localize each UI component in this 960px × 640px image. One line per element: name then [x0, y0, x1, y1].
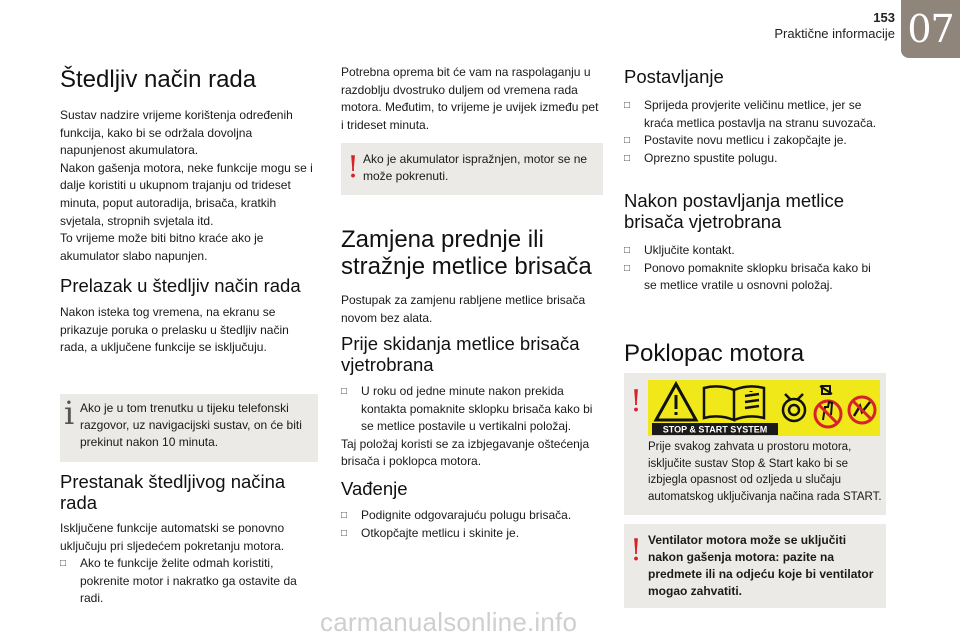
stop-start-pictogram-banner	[648, 380, 880, 436]
saving-para-3: To vrijeme može biti bitno kraće ako je akumulator slabo napunjen.	[60, 231, 264, 263]
removal-bullet-1: Podignite odgovarajuću polugu brisača.	[361, 508, 572, 522]
heading-ending-saving: Prestanak štedljivog načina rada	[60, 471, 286, 513]
after-install-section	[624, 190, 886, 295]
before-removal-section	[341, 333, 603, 471]
bullet-marker-icon: □	[624, 135, 631, 147]
install-section	[624, 66, 886, 167]
wiper-para: Postupak za zamjenu rabljene metlice brisača novom bez alata.	[341, 293, 586, 325]
before-bullet-text: U roku od jedne minute nakon prekida kontakta pomaknite sklopku brisača kako bi se metlice postavile u vertikalni položaj.	[361, 384, 593, 434]
before-para: Taj položaj koristi se za izbjegavanje oštećenja brisača i poklopca motora.	[341, 436, 590, 469]
list-item	[624, 97, 886, 132]
warning-exclamation-icon: !	[347, 150, 360, 185]
heading-bonnet: Poklopac motora	[624, 340, 805, 367]
warning-box-battery-text: Ako je akumulator ispražnjen, motor se ne može pokrenuti.	[363, 152, 588, 183]
section-title: Praktične informacije	[774, 26, 895, 41]
heading-before-removal: Prije skidanja metlice brisača vjetrobrana	[341, 333, 580, 375]
bullet-marker-icon: □	[341, 527, 348, 539]
saving-mode-section	[60, 66, 318, 265]
bullet-marker-icon: □	[624, 152, 631, 164]
removal-section	[341, 478, 603, 542]
bullet-marker-icon: □	[341, 386, 348, 397]
after-bullet-2: Ponovo pomaknite sklopku brisača kako bi se metlice vratile u osnovni položaj.	[644, 260, 871, 293]
wiper-section	[341, 226, 603, 327]
heading-wiper-replacement: Zamjena prednje ili stražnje metlice brisača	[341, 226, 592, 280]
saving-para-2: Nakon gašenja motora, neke funkcije mogu se i dalje koristiti u ukupnom trajanju od trideset minuta, poput autoradija, brisača, kratkih svjetala, stropnih svjetala itd.	[60, 160, 313, 228]
warning-box-battery	[341, 143, 603, 195]
bullet-marker-icon: □	[60, 558, 67, 570]
bonnet-section	[624, 340, 886, 367]
bullet-marker-icon: □	[341, 510, 348, 521]
heading-entering-saving: Prelazak u štedljiv način rada	[60, 275, 301, 296]
fan-belt-icon	[783, 394, 805, 421]
list-item	[341, 525, 603, 543]
heading-saving-mode: Štedljiv način rada	[60, 66, 257, 93]
bullet-marker-icon: □	[624, 245, 631, 256]
saving-para-1: Sustav nadzire vrijeme korištenja određenih funkcija, kako bi se održala dovoljna napunjenost akumulatora.	[60, 108, 293, 158]
no-hands-icon	[815, 386, 841, 427]
warning-exclamation-icon: !	[630, 384, 643, 419]
list-item	[624, 150, 886, 168]
chapter-tab: 07	[901, 0, 960, 58]
info-icon: i	[64, 394, 75, 432]
ending-saving-section	[60, 471, 318, 608]
install-bullet-1: Sprijeda provjerite veličinu metlice, jer se kraća metlica postavlja na stranu suvozača.	[644, 98, 877, 130]
list-item	[624, 260, 886, 295]
entering-para: Nakon isteka tog vremena, na ekranu se prikazuje poruka o prelasku u štedljiv način rada, a uključene funkcije se isključuju.	[60, 305, 289, 355]
install-bullet-2: Postavite novu metlicu i zakopčajte je.	[644, 133, 847, 148]
list-item	[341, 507, 603, 525]
removal-bullet-2: Otkopčajte metlicu i skinite je.	[361, 525, 520, 540]
after-bullet-1: Uključite kontakt.	[644, 243, 735, 257]
watermark: carmanualsonline.info	[320, 607, 578, 637]
bullet-marker-icon: □	[624, 262, 631, 274]
page-number: 153	[873, 10, 895, 25]
heading-install: Postavljanje	[624, 66, 724, 87]
warning-box-fan	[624, 524, 886, 608]
info-box	[60, 394, 318, 462]
install-bullet-3: Oprezno spustite polugu.	[644, 150, 778, 165]
list-item	[624, 242, 886, 260]
heading-after-install: Nakon postavljanja metlice brisača vjetrobrana	[624, 190, 845, 232]
info-box-text: Ako je u tom trenutku u tijeku telefonski razgovor, uz navigacijski sustav, on će biti prekinut nakon 10 minuta.	[80, 401, 302, 449]
bullet-marker-icon: □	[624, 100, 631, 111]
manual-book-icon	[704, 386, 764, 420]
bonnet-warning-text: Prije svakog zahvata u prostoru motora, isključite sustav Stop & Start kako bi se izbjegla opasnost od ozljeda u slučaju automatskog uključivanja načina rada START.	[648, 441, 882, 503]
list-item	[624, 132, 886, 150]
fan-warning-text: Ventilator motora može se uključiti nakon gašenja motora: pazite na predmete ili na odjeću koje bi ventilator mogao zahvatiti.	[648, 533, 874, 598]
warning-triangle-icon	[656, 384, 696, 420]
list-item	[341, 383, 603, 436]
ending-para: Isključene funkcije automatski se ponovno uključuju pri sljedećem pokretanju motora.	[60, 521, 285, 553]
warning-exclamation-icon: !	[630, 533, 643, 568]
pictogram-strip-icon	[648, 380, 880, 436]
heading-removal: Vađenje	[341, 478, 408, 499]
intro-section	[341, 64, 603, 134]
intro-para: Potrebna oprema bit će vam na raspolaganju u razdoblju dvostruko duljem od vremena rada motora. Međutim, to vrijeme je uvijek između pet i trideset minuta.	[341, 65, 599, 132]
banner-label: STOP & START SYSTEM	[662, 424, 768, 435]
no-spark-icon	[849, 397, 875, 423]
entering-saving-section	[60, 275, 318, 357]
list-item	[60, 555, 318, 608]
ending-bullet-text: Ako te funkcije želite odmah koristiti, pokrenite motor i nakratko ga ostavite da radi.	[80, 556, 297, 606]
